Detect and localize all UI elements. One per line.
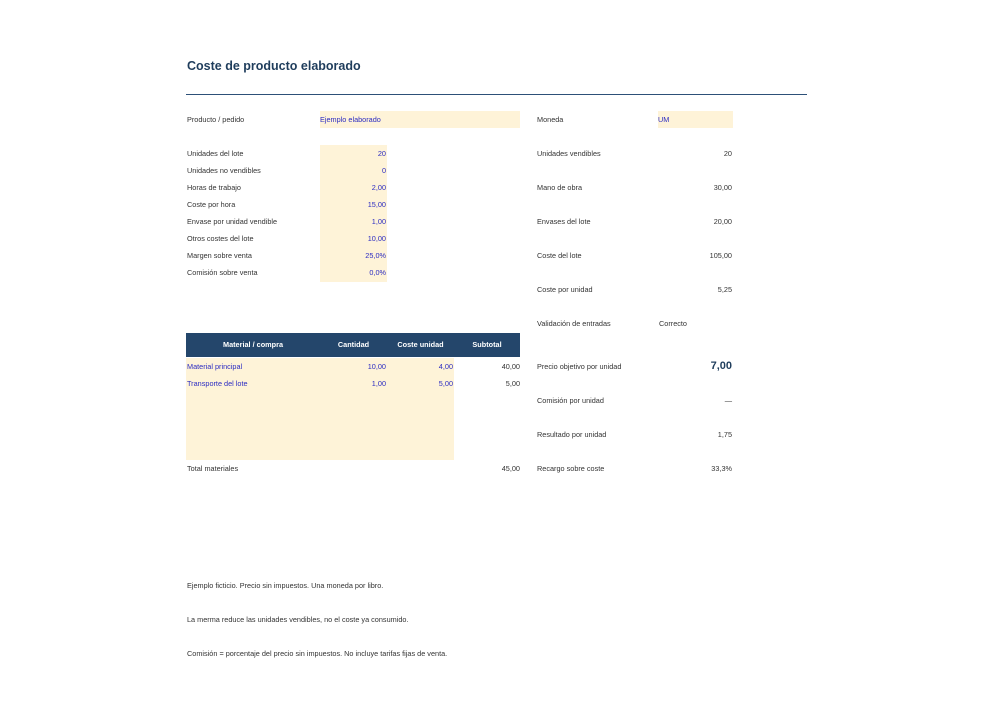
material-row-1-subtotal: 40,00 [501,362,520,371]
material-row-1-qty[interactable]: 10,00 [367,362,386,371]
note-2: La merma reduce las unidades vendibles, no el coste ya consumido. [187,615,409,624]
currency-input[interactable]: UM [658,111,733,128]
material-row-1-unit-cost[interactable]: 4,00 [438,362,453,371]
input-label-other-costs: Otros costes del lote [187,234,254,243]
result-validation: Correcto [659,319,687,328]
input-packaging[interactable]: 1,00 [371,217,386,226]
material-row-1-name[interactable]: Material principal [187,362,243,371]
input-label-packaging: Envase por unidad vendible [187,217,278,226]
input-margin[interactable]: 25,0% [365,251,386,260]
result-unit-commission: — [724,396,732,405]
input-batch-units[interactable]: 20 [377,149,386,158]
result-unit-cost: 5,25 [717,285,732,294]
input-label-margin: Margen sobre venta [187,251,252,260]
result-label-validation: Validación de entradas [537,319,611,328]
materials-header-subtotal: Subtotal [472,340,502,349]
result-target-price: 7,00 [710,360,732,372]
result-label-unit-result: Resultado por unidad [537,430,607,439]
result-batch-packaging: 20,00 [713,217,732,226]
note-3: Comisión = porcentaje del precio sin impuestos. No incluye tarifas fijas de venta. [187,649,448,658]
product-label: Producto / pedido [187,115,245,124]
materials-total-value: 45,00 [501,464,520,473]
input-label-commission: Comisión sobre venta [187,268,258,277]
result-label-target-price: Precio objetivo por unidad [537,362,622,371]
input-label-work-hours: Horas de trabajo [187,183,241,192]
input-label-unsellable-units: Unidades no vendibles [187,166,261,175]
result-unit-result: 1,75 [717,430,732,439]
title-divider [186,94,807,95]
material-row-2-unit-cost[interactable]: 5,00 [438,379,453,388]
note-1: Ejemplo ficticio. Precio sin impuestos. Una moneda por libro. [187,581,384,590]
input-other-costs[interactable]: 10,00 [367,234,386,243]
input-cost-per-hour[interactable]: 15,00 [367,200,386,209]
materials-total-label: Total materiales [187,464,239,473]
input-unsellable-units[interactable]: 0 [381,166,386,175]
material-row-2-name[interactable]: Transporte del lote [187,379,248,388]
input-commission[interactable]: 0,0% [369,268,386,277]
input-work-hours[interactable]: 2,00 [371,183,386,192]
result-sellable-units: 20 [723,149,732,158]
result-labour: 30,00 [713,183,732,192]
materials-header-unit-cost: Coste unidad [397,340,444,349]
material-row-2-subtotal: 5,00 [505,379,520,388]
input-label-batch-units: Unidades del lote [187,149,244,158]
result-label-batch-cost: Coste del lote [537,251,582,260]
materials-header-qty: Cantidad [337,340,370,349]
result-markup: 33,3% [711,464,732,473]
result-label-unit-commission: Comisión por unidad [537,396,604,405]
materials-header-name: Material / compra [222,340,284,349]
result-label-labour: Mano de obra [537,183,583,192]
product-input[interactable]: Ejemplo elaborado [320,111,520,128]
result-label-sellable-units: Unidades vendibles [537,149,601,158]
result-label-markup: Recargo sobre coste [537,464,605,473]
currency-label: Moneda [537,115,564,124]
result-label-unit-cost: Coste por unidad [537,285,593,294]
material-row-2-qty[interactable]: 1,00 [371,379,386,388]
page-title: Coste de producto elaborado [187,59,361,73]
input-label-cost-per-hour: Coste por hora [187,200,236,209]
result-batch-cost: 105,00 [709,251,732,260]
result-label-batch-packaging: Envases del lote [537,217,591,226]
